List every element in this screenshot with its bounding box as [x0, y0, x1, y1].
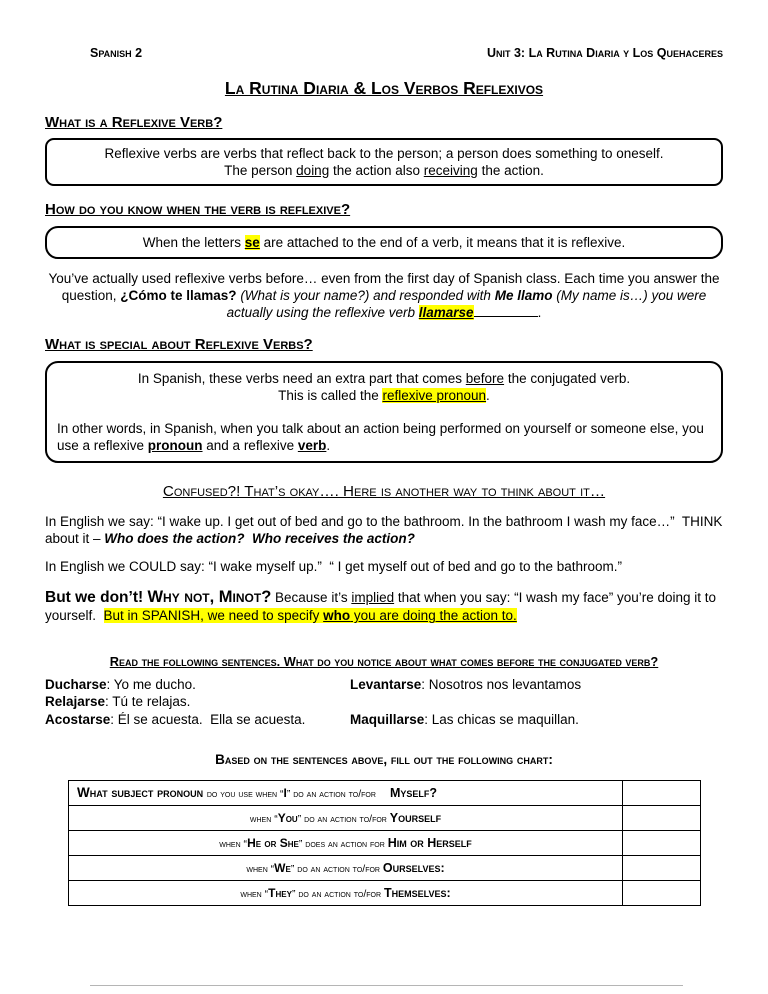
example-sentences-grid — [45, 676, 723, 729]
text-run: ” do an action to/for — [297, 813, 390, 826]
underlined-word-doing: doing — [296, 162, 330, 178]
text-run: when “ — [219, 838, 248, 851]
special-rule-box — [45, 361, 723, 463]
text-run: : Las chicas se maquillan. — [424, 712, 579, 728]
used-before-paragraph — [45, 270, 723, 321]
text-run: when “ — [249, 813, 278, 826]
example-levantarse — [350, 676, 723, 694]
underlined-word-before: before — [465, 371, 505, 387]
me-llamo-phrase: Me llamo — [494, 287, 553, 303]
chart-row-myself — [69, 780, 701, 805]
chart-question-themselves — [69, 880, 623, 905]
text-run: are attached to the end of a verb, it means that it is reflexive. — [259, 234, 626, 250]
text-run: ” do an action to/for — [291, 888, 384, 901]
definition-line-2 — [57, 162, 711, 179]
chart-row-ourselves — [69, 855, 701, 880]
highlight-se: se — [244, 234, 260, 250]
why-not-minot-phrase: Why not, Minot? — [147, 587, 272, 606]
example-relajarse — [45, 693, 350, 711]
text-run: When the letters — [142, 234, 245, 250]
highlight-reflexive-pronoun: reflexive pronoun — [382, 388, 487, 404]
chart-row-yourself — [69, 805, 701, 830]
heading-what-is-special: What is special about Reflexive Verbs? — [45, 335, 313, 353]
underlined-word-implied: implied — [351, 589, 395, 605]
verb-name: Maquillarse — [350, 712, 425, 728]
chart-answer-cell-him-or-herself — [623, 830, 701, 855]
page-title-text: La Rutina Diaria & Los Verbos Reflexivos — [224, 77, 544, 98]
pronoun-i: I — [283, 786, 287, 801]
chart-row-him-or-herself — [69, 830, 701, 855]
empty-grid-cell — [350, 693, 723, 711]
highlight-doing-action-to: you are doing the action to. — [350, 608, 517, 624]
pronoun-they: They — [268, 886, 292, 901]
heading-fill-chart: Based on the sentences above, fill out the following chart: — [215, 751, 553, 767]
text-run: : Yo me ducho. — [106, 676, 196, 692]
special-line-1 — [57, 370, 711, 387]
page-title — [45, 77, 723, 99]
heading-confused-text: Confused?! That’s okay…. Here is another way to think about it… — [162, 483, 606, 501]
como-te-llamas-phrase: ¿Cómo te llamas? — [120, 287, 237, 303]
bold-word-pronoun: pronoun — [147, 438, 203, 454]
special-paragraph-2 — [57, 420, 711, 454]
special-line-2 — [57, 387, 711, 404]
verb-name: Relajarse — [45, 694, 106, 710]
text-run: ” do an action to/for — [290, 863, 383, 876]
blank-line-spacer — [57, 404, 711, 420]
text-run: when “ — [246, 863, 275, 876]
pronoun-we: We — [274, 861, 291, 876]
bold-word-verb: verb — [297, 438, 327, 454]
course-label: Spanish 2 — [90, 46, 143, 60]
in-english-we-could-say-paragraph: In English we COULD say: “I wake myself up.” “ I get myself out of bed and go to the bathroom.” — [45, 558, 623, 574]
highlight-who: who — [323, 608, 351, 624]
chart-question-him-or-herself — [69, 830, 623, 855]
pronoun-you: You — [277, 811, 298, 826]
text-run: What subject pronoun — [77, 785, 207, 801]
fill-in-blank-line — [474, 305, 538, 317]
target-myself: Myself? — [389, 786, 437, 801]
text-run: when “ — [240, 888, 269, 901]
text-run: : Nosotros nos levantamos — [421, 676, 582, 692]
heading-confused — [45, 482, 723, 501]
verb-name: Acostarse — [45, 712, 111, 728]
text-run: : Tú te relajas. — [105, 694, 191, 710]
in-english-we-say-paragraph — [45, 513, 727, 547]
target-yourself: Yourself — [389, 811, 442, 826]
text-run: In English we say: “I wake up. I get out of bed and go to the bathroom. In the bathroom I wash my face…” THINK about it – — [45, 513, 727, 546]
text-run: Because it’s — [271, 589, 352, 605]
but-we-dont-phrase: But we don’t! — [45, 588, 148, 606]
highlight-spanish-specify: But in SPANISH, we need to specify — [103, 608, 324, 624]
chart-question-myself — [69, 780, 623, 805]
definition-line-1: Reflexive verbs are verbs that reflect back to the person; a person does something to oneself. — [104, 145, 664, 161]
se-rule-box — [45, 226, 723, 259]
heading-read-sentences: Read the following sentences. What do you notice about what comes before the conjugated verb? — [109, 654, 659, 670]
reflexive-verb-definition-box — [45, 138, 723, 186]
chart-question-yourself — [69, 805, 623, 830]
who-does-receives-questions: Who does the action? Who receives the action? — [104, 530, 415, 546]
text-run: This is called the — [278, 388, 383, 404]
text-run: the conjugated verb. — [504, 371, 631, 387]
text-run: ” do an action to/for — [286, 788, 376, 801]
pronoun-he-or-she: He or She — [247, 836, 299, 851]
underlined-word-receiving: receiving — [423, 162, 478, 178]
heading-how-do-you-know: How do you know when the verb is reflexive? — [45, 200, 351, 218]
text-run: (My name is…) you were actually using the reflexive verb — [226, 287, 711, 320]
text-run: and a reflexive — [202, 438, 298, 454]
example-ducharse — [45, 676, 350, 694]
text-run: the action. — [477, 162, 544, 178]
text-run: . — [326, 438, 331, 454]
verb-name: Ducharse — [45, 676, 107, 692]
page-bottom-divider — [90, 985, 683, 986]
chart-question-ourselves — [69, 855, 623, 880]
heading-what-is-reflexive-verb: What is a Reflexive Verb? — [45, 113, 223, 131]
text-run: The person — [224, 162, 297, 178]
but-we-dont-paragraph — [45, 587, 723, 625]
target-themselves: Themselves: — [383, 886, 451, 901]
verb-name: Levantarse — [350, 676, 422, 692]
chart-answer-cell-myself — [623, 780, 701, 805]
text-run: . — [486, 388, 490, 404]
text-run: . — [537, 304, 542, 320]
subject-pronoun-chart — [68, 780, 701, 906]
target-ourselves: Ourselves: — [382, 861, 445, 876]
text-run: ” does an action for — [298, 838, 388, 851]
text-run: that when you say: “I wash my face” you’re doing it to yourself. — [45, 589, 720, 624]
text-run: (What is your name?) and responded with — [236, 287, 495, 303]
text-run: : Él se acuesta. Ella se acuesta. — [110, 712, 306, 728]
target-him-or-herself: Him or Herself — [387, 836, 472, 851]
chart-answer-cell-yourself — [623, 805, 701, 830]
text-run: do you use when “ — [206, 788, 284, 801]
text-run: In Spanish, these verbs need an extra part that comes — [137, 371, 466, 387]
chart-row-themselves — [69, 880, 701, 905]
chart-answer-cell-ourselves — [623, 855, 701, 880]
example-maquillarse — [350, 711, 723, 729]
page-header — [45, 46, 723, 62]
chart-answer-cell-themselves — [623, 880, 701, 905]
highlight-llamarse: llamarse — [418, 304, 474, 320]
example-acostarse — [45, 711, 350, 729]
text-run: the action also — [329, 162, 424, 178]
unit-label: Unit 3: La Rutina Diaria y Los Quehaceres — [486, 46, 723, 60]
text-run: In other words, in Spanish, when you talk about an action being performed on yourself or someone else, you use a reflexive — [57, 421, 708, 454]
text-run: You’ve actually used reflexive verbs before… even from the first day of Spanish class. Each time you answer the question, — [48, 270, 724, 303]
